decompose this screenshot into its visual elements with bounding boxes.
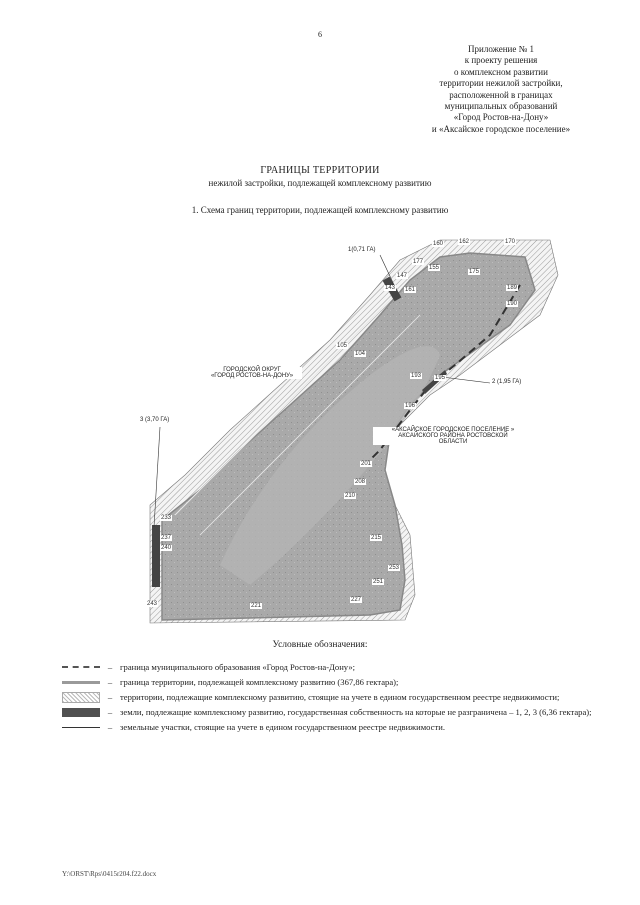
document-title: ГРАНИЦЫ ТЕРРИТОРИИ [260, 165, 380, 176]
appendix-line: «Город Ростов-на-Дону» [453, 112, 549, 123]
legend-text: земли, подлежащие комплексному развитию, государственная собственность на которые не разграничена – 1, 2, 3 (6,36 гектара); [120, 707, 592, 717]
aksay-label: «АКСАЙСКОЕ ГОРОДСКОЕ ПОСЕЛЕНИЕ » АКСАЙСКОГО РАЙОНА РОСТОВСКОЙ ОБЛАСТИ [373, 427, 533, 445]
legend-item [62, 677, 624, 688]
parcel-number: 155 [429, 265, 440, 271]
parcel-number: 233 [161, 515, 172, 521]
appendix-line: территории нежилой застройки, [439, 78, 563, 89]
parcel-number: 161 [405, 287, 416, 293]
parcel-number: 201 [361, 461, 372, 467]
parcel-number: 193 [411, 373, 422, 379]
parcel-number: 175 [469, 269, 480, 275]
legend-separator: – [107, 662, 113, 672]
parcel-number: 210 [345, 493, 356, 499]
parcel-number: 251 [373, 579, 384, 585]
legend-text: граница территории, подлежащей комплексному развитию (367,86 гектара); [120, 677, 399, 687]
parcel-number: 189 [507, 285, 518, 291]
legend-separator: – [107, 692, 113, 702]
legend-text: территории, подлежащие комплексному развитию, стоящие на учете в едином государственном реестре недвижимости; [120, 692, 560, 702]
file-path-footer: Y:\ORST\Rps\0415r204.f22.docx [62, 870, 157, 878]
parcel-number: 143 [385, 285, 396, 291]
appendix-line: и «Аксайское городское поселение» [431, 123, 571, 134]
parcel-number: 196 [405, 403, 416, 409]
parcel-number: 170 [505, 239, 516, 245]
appendix-header [386, 44, 616, 135]
parcel-number: 253 [389, 565, 400, 571]
parcel-number: 190 [507, 301, 518, 307]
appendix-line: о комплексном развитии [454, 66, 548, 77]
parcel-number: 104 [355, 351, 366, 357]
dashed-boundary-symbol [62, 666, 100, 668]
document-subtitle: нежилой застройки, подлежащей комплексному развитию [208, 178, 432, 188]
rostov-label: ГОРОДСКОЙ ОКРУГ «ГОРОД РОСТОВ-НА-ДОНУ» [202, 367, 302, 379]
parcel-number: 237 [161, 535, 172, 541]
legend-separator: – [107, 707, 113, 717]
area-label-3: 3 (3,70 ГА) [140, 417, 170, 423]
parcel-number: 162 [459, 239, 470, 245]
legend-separator: – [107, 677, 113, 687]
legend [62, 662, 624, 737]
parcel-number: 160 [433, 241, 444, 247]
parcel-number: 221 [251, 603, 262, 609]
state-land-3 [152, 525, 160, 587]
scheme-title: 1. Схема границ территории, подлежащей комплексному развитию [191, 205, 449, 215]
parcel-number: 227 [351, 597, 362, 603]
territory-map [140, 235, 565, 635]
parcel-number: 208 [355, 479, 366, 485]
thin-line-symbol [62, 727, 100, 728]
appendix-line: расположенной в границах [449, 89, 553, 100]
parcel-number: 105 [337, 343, 348, 349]
parcel-number: 177 [413, 259, 424, 265]
gray-boundary-symbol [62, 681, 100, 684]
legend-item [62, 707, 624, 718]
parcel-number: 147 [397, 273, 408, 279]
appendix-line: муниципальных образований [444, 101, 558, 112]
parcel-number: 240 [161, 545, 172, 551]
legend-text: земельные участки, стоящие на учете в едином государственном реестре недвижимости. [120, 722, 445, 732]
parcel-number: 195 [435, 375, 446, 381]
hatched-symbol [62, 692, 100, 703]
legend-item [62, 662, 624, 673]
legend-text: граница муниципального образования «Город Ростов-на-Дону»; [120, 662, 356, 672]
legend-title: Условные обозначения: [272, 640, 368, 650]
appendix-line: Приложение № 1 [468, 44, 534, 54]
legend-separator: – [107, 722, 113, 732]
legend-item [62, 722, 624, 733]
legend-item [62, 692, 624, 703]
appendix-line: к проекту решения [464, 55, 538, 66]
page-number: 6 [318, 30, 322, 39]
parcel-number: 215 [371, 535, 382, 541]
dark-fill-symbol [62, 708, 100, 717]
area-label-2: 2 (1,95 ГА) [492, 379, 522, 385]
area-label-1: 1(0,71 ГА) [348, 247, 376, 253]
parcel-number: 243 [147, 601, 158, 607]
